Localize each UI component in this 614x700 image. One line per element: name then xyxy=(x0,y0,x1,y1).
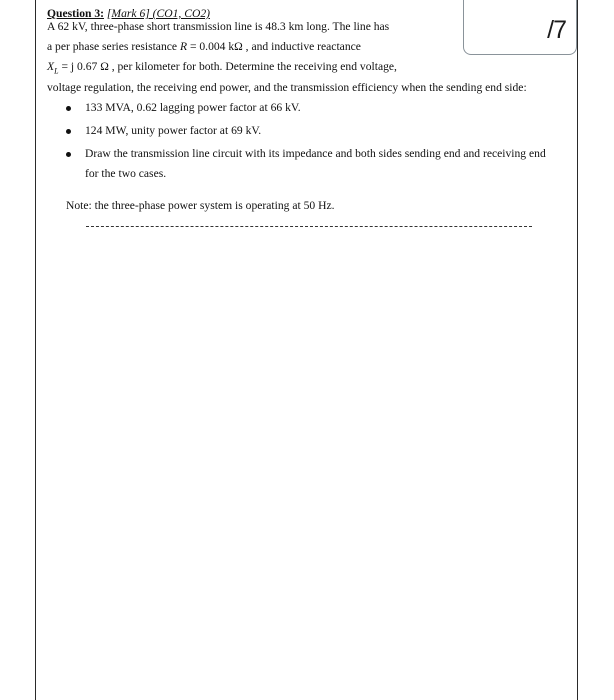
line-3-post: = j 0.67 Ω , per kilometer for both. Determine the receiving end voltage, xyxy=(58,60,397,73)
question-line-2 xyxy=(47,40,361,54)
bullet-item-1: 133 MVA, 0.62 lagging power factor at 66 kV. xyxy=(85,101,301,114)
note-text: Note: the three-phase power system is operating at 50 Hz. xyxy=(66,199,335,212)
reactance-subscript: L xyxy=(54,66,59,76)
line-2-pre: a per phase series resistance xyxy=(47,40,180,53)
mark-box xyxy=(463,0,577,55)
bullet-item-3-continued: for the two cases. xyxy=(85,167,167,180)
question-line-4: voltage regulation, the receiving end power, and the transmission efficiency when the sending end side: xyxy=(47,81,527,94)
bullet-dot-3 xyxy=(66,152,71,157)
reactance-symbol: X xyxy=(47,60,55,73)
resistance-symbol: R xyxy=(179,40,188,53)
question-line-1: A 62 kV, three-phase short transmission line is 48.3 km long. The line has xyxy=(47,20,390,33)
question-line-3 xyxy=(47,60,397,78)
line-2-post: = 0.004 kΩ , and inductive reactance xyxy=(187,40,361,53)
question-meta: [Mark 6] (CO1, CO2) xyxy=(106,7,210,20)
mark-value: /7 xyxy=(547,16,566,44)
answer-dashed-line xyxy=(86,226,532,227)
question-heading xyxy=(47,7,210,21)
bullet-item-3: Draw the transmission line circuit with its impedance and both sides sending end and receiving end xyxy=(85,147,546,160)
question-title: Question 3: xyxy=(47,7,105,20)
bullet-dot-1 xyxy=(66,106,71,111)
bullet-dot-2 xyxy=(66,129,71,134)
bullet-item-2: 124 MW, unity power factor at 69 kV. xyxy=(85,124,262,137)
